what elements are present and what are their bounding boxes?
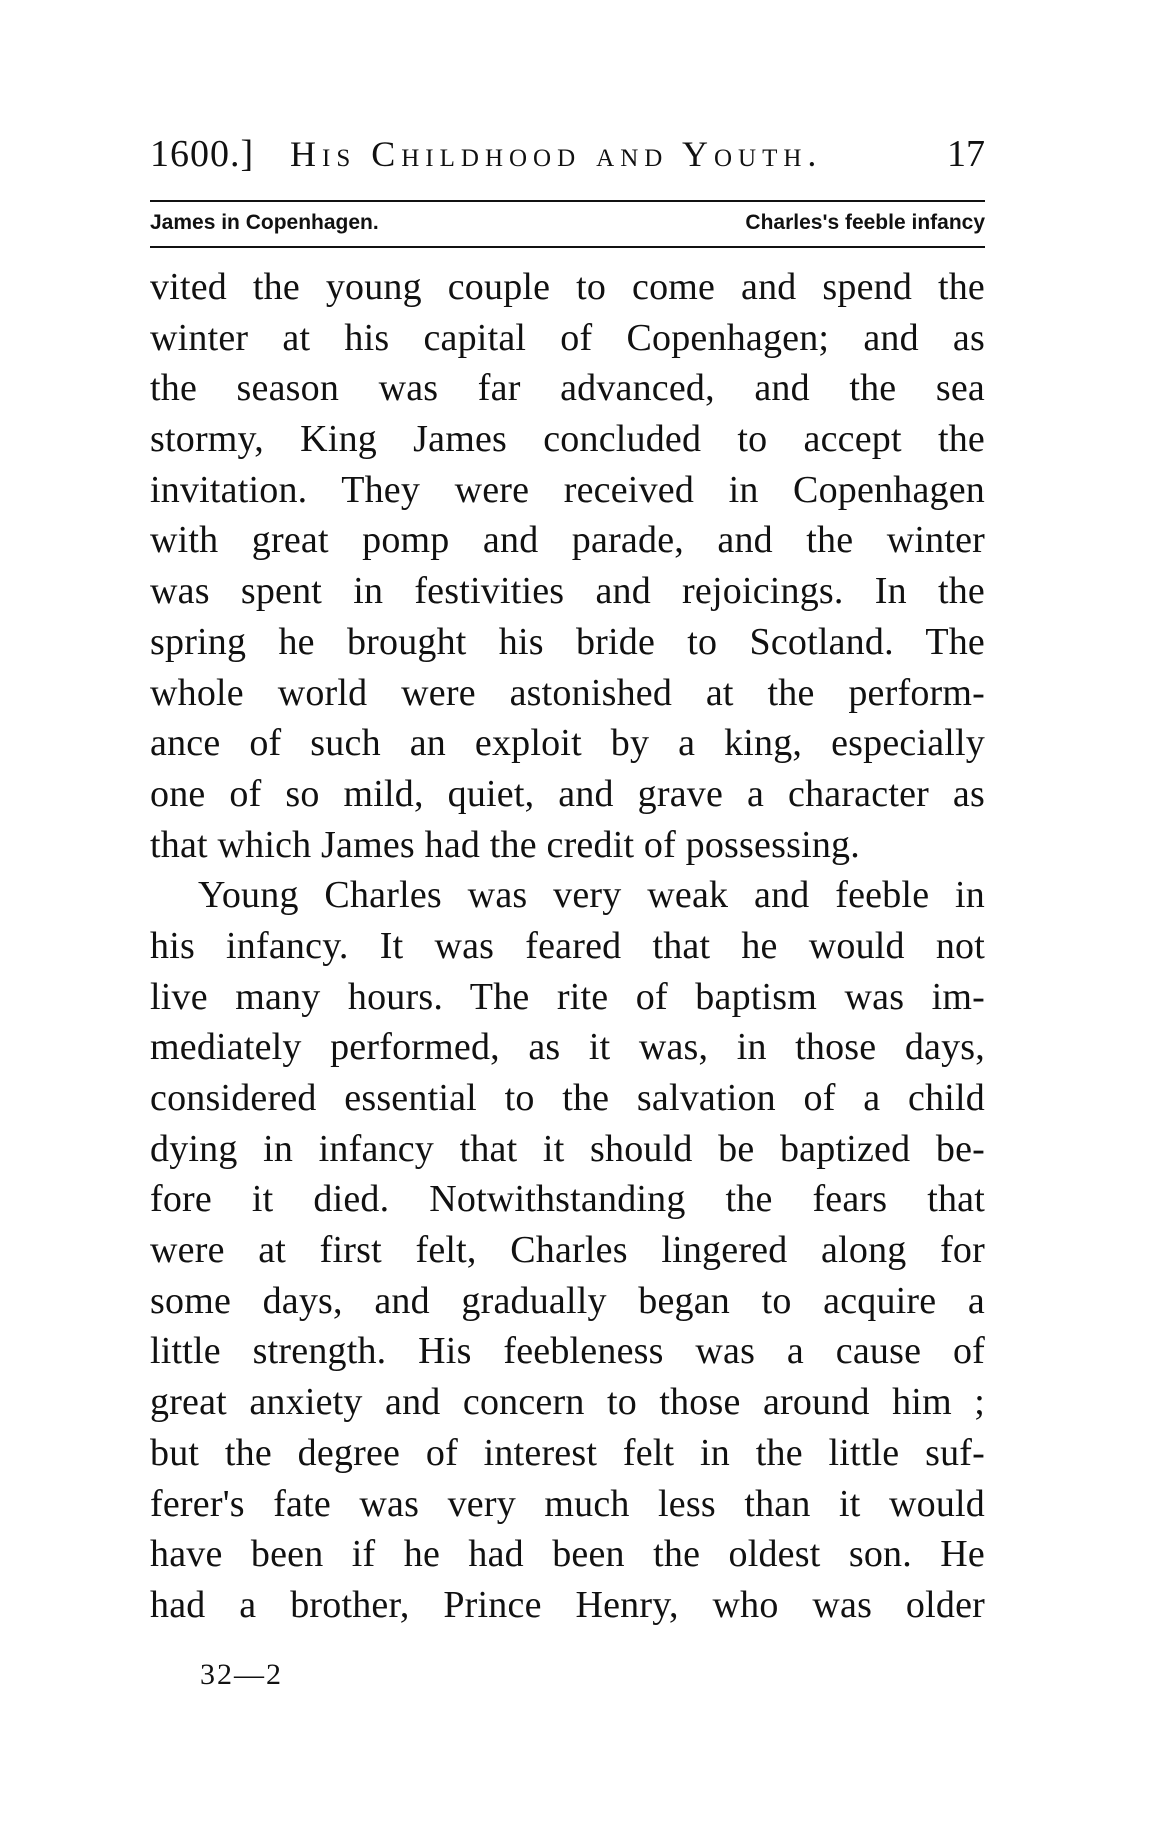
text-line: stormy, King James concluded to accept the (150, 418, 985, 461)
signature-mark: 32—2 (200, 1658, 283, 1691)
text-line: have been if he had been the oldest son. He (150, 1533, 985, 1576)
paragraph-start-line: Young Charles was very weak and feeble in (198, 874, 985, 917)
right-side-heading: Charles's feeble infancy (745, 211, 985, 234)
running-head-year: 1600.] (150, 133, 255, 175)
text-line: considered essential to the salvation of a child (150, 1077, 985, 1119)
text-line: were at first felt, Charles lingered along for (150, 1229, 985, 1272)
header-rule-top (150, 200, 985, 202)
text-line: vited the young couple to come and spend the (150, 266, 985, 308)
text-line: but the degree of interest felt in the little suf- (150, 1431, 985, 1474)
left-side-heading: James in Copenhagen. (150, 211, 379, 234)
text-line: was spent in festivities and rejoicings. In the (150, 570, 985, 613)
text-line: winter at his capital of Copenhagen; and as (150, 316, 985, 359)
text-line: mediately performed, as it was, in those days, (150, 1026, 985, 1069)
text-line: ance of such an exploit by a king, especially (150, 722, 985, 765)
running-head (150, 128, 985, 180)
text-line: the season was far advanced, and the sea (150, 367, 985, 410)
text-line: spring he brought his bride to Scotland. The (150, 620, 985, 663)
text-line: with great pomp and parade, and the winter (150, 519, 985, 562)
text-line: invitation. They were received in Copenhagen (150, 468, 985, 511)
text-line: fore it died. Notwithstanding the fears that (150, 1178, 985, 1221)
page-number: 17 (947, 133, 985, 175)
text-line: his infancy. It was feared that he would not (150, 924, 985, 967)
text-line: live many hours. The rite of baptism was im- (150, 975, 985, 1018)
body-text (150, 262, 985, 1631)
text-line: little strength. His feebleness was a cause of (150, 1330, 985, 1373)
text-line: some days, and gradually began to acquire a (150, 1279, 985, 1322)
header-rule-bottom (150, 246, 985, 248)
running-head-title: His Childhood and Youth. (290, 134, 823, 174)
text-line: whole world were astonished at the perform- (150, 671, 985, 714)
text-line: great anxiety and concern to those around him ; (150, 1381, 985, 1424)
text-line: ferer's fate was very much less than it would (150, 1482, 985, 1525)
paragraph-end-line: that which James had the credit of possessing. (150, 823, 860, 866)
text-line: one of so mild, quiet, and grave a character as (150, 772, 985, 815)
text-line: dying in infancy that it should be baptized be- (150, 1127, 985, 1170)
text-line: had a brother, Prince Henry, who was older (150, 1583, 985, 1626)
